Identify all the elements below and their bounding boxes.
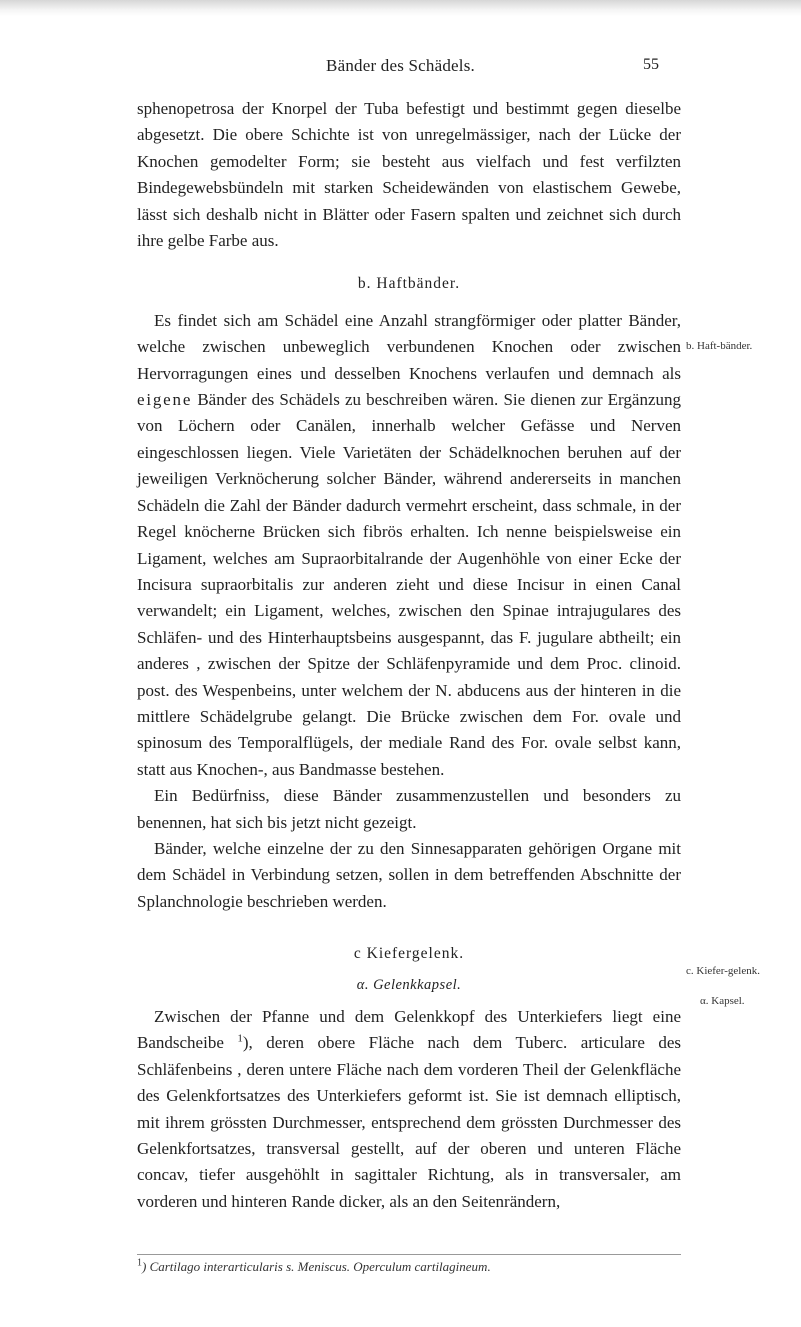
main-text [137,96,681,1215]
section-heading-kiefergelenk: c Kiefergelenk. [353,945,465,963]
paragraph-3: Ein Bedürfniss, diese Bänder zusammenzustellen und besonders zu benennen, hat sich bis jetzt nicht gezeigt. [137,786,681,832]
margin-note-kapsel: α. Kapsel. [700,995,745,1007]
margin-note-kiefergelenk: c. Kiefer-gelenk. [686,965,760,977]
paragraph-2: Es findet sich am Schädel eine Anzahl strangförmiger oder platter Bänder, welche zwischen unbeweglich verbundenen Knochen oder zwischen Hervorragungen eines und desselben Knochens verlaufen und demnach als eigene Bänder des Schädels zu beschreiben wären. Sie dienen zur Ergänzung von Löchern oder Canälen, innerhalb welcher Gefässe und Nerven eingeschlossen liegen. Viele Varietäten der Schädelknochen beruhen auf der jeweiligen Verknöcherung solcher Bänder, während andererseits in manchen Schädeln die Zahl der Bänder dadurch vermehrt erscheint, dass schmale, in der Regel knöcherne Brücken sich fibrös erhalten. Ich nenne beispielsweise ein Ligament, welches am Supraorbitalrande der Augenhöhle von einer Ecke der Incisura supraorbitalis zur anderen zieht und diese Incisur in einen Canal verwandelt; ein Ligament, welches, zwischen den Spinae intrajugulares des Schläfen- und des Hinterhauptsbeins ausgespannt, das F. jugulare abtheilt; ein anderes , zwischen der Spitze der Schläfenpyramide und dem Proc. clinoid. post. des Wespenbeins, unter welchem der N. abducens aus der hinteren in die mittlere Schädelgrube gelangt. Die Brücke zwischen dem For. ovale und spinosum des Temporalflügels, der mediale Rand des For. ovale selbst kann, statt aus Knochen-, aus Bandmasse bestehen. [137,310,681,779]
paragraph-5: Zwischen der Pfanne und dem Gelenkkopf des Unterkiefers liegt eine Bandscheibe $^1$), deren obere Fläche nach dem Tuberc. articulare des Schläfenbeins , deren untere Fläche nach dem vorderen Theil der Gelenkfläche des Gelenkfortsatzes des Unterkiefers geformt ist. Sie ist demnach elliptisch, mit ihrem grössten Durchmesser, entsprechend dem grössten Durchmesser des Gelenkfortsatzes, transversal gestellt, auf der oberen und unteren Fläche concav, tiefer ausgehöhlt in sagittaler Richtung, als in transversaler, am vorderen und hinteren Rande dicker, als an den Seitenrändern, [137,1007,682,1211]
paragraph-1: sphenopetrosa der Knorpel der Tuba befestigt und bestimmt gegen dieselbe abgesetzt. Die obere Schichte ist von unregelmässiger, nach der Lücke der Knochen gemodelter Form; sie besteht aus vielfach und fest verfilzten Bindegewebsbündeln mit starken Scheidewänden von elastischem Gewebe, lässt sich deshalb nicht in Blätter oder Fasern spalten und zeichnet sich durch ihre gelbe Farbe aus. [137,99,681,251]
emphasis-eigene: eigene [137,390,193,410]
footnote [137,1258,681,1276]
footnote-mark: 1 [137,1257,142,1269]
footnote-rule [137,1254,681,1255]
scan-edge-shadow [0,0,801,16]
subsection-heading-gelenkkapsel: α. Gelenkkapsel. [356,976,462,993]
page-header [0,56,801,82]
section-heading-haftbaender: b. Haftbänder. [357,275,461,293]
paragraph-4: Bänder, welche einzelne der zu den Sinnesapparaten gehörigen Organe mit dem Schädel in Verbindung setzen, sollen in dem betreffenden Abschnitte der Splanchnologie beschrieben werden. [137,838,681,911]
footnote-reference: 1 [237,1032,243,1045]
margin-note-haftbaender: b. Haft-bänder. [686,340,753,352]
running-title: Bänder des Schädels. [326,56,475,75]
footnote-text: ) Cartilago interarticularis s. Meniscus. Operculum cartilagineum. [142,1259,491,1274]
page-number: 55 [643,56,659,73]
